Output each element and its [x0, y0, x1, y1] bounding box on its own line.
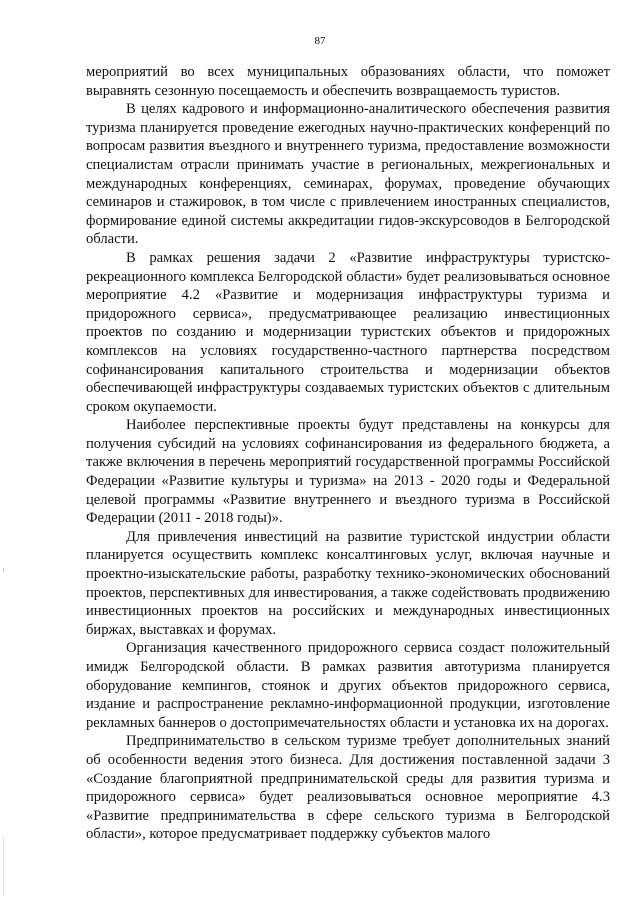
paragraph-promising-projects: Наиболее перспективные проекты будут представлены на конкурсы для получения субсидий на условиях софинансирования из федерального бюджета, а также включения в перечень мероприятий государственной программы Российской Федерации «Развитие культуры и туризма» на 2013 - 2020 годы и Федеральной целевой программы «Развитие внутреннего и въездного туризма в Российской Федерации (2011 - 2018 годы)».	[86, 417, 610, 527]
paragraph-roadside-service: Организация качественного придорожного сервиса создаст положительный имидж Белгородской области. В рамках развития автотуризма планируется оборудование кемпингов, стоянок и других объектов придорожного сервиса, издание и распространение рекламно-информационной продукции, изготовление рекламных баннеров о достопримечательностях области и установка их на дорогах.	[86, 640, 610, 731]
scan-margin-mark	[3, 836, 4, 896]
paragraph-investment-attraction: Для привлечения инвестиций на развитие туристской индустрии области планируется осуществить комплекс консалтинговых услуг, включая научные и проектно-изыскательские работы, разработку технико-экономических обоснований проектов, перспективных для инвестирования, а также содействовать продвижению инвестиционных проектов на российских и международных инвестиционных биржах, выставках и форумах.	[86, 528, 610, 638]
paragraph-staff-support: В целях кадрового и информационно-аналитического обеспечения развития туризма планируется проведение ежегодных научно-практических конференций по вопросам развития въездного и внутреннего туризма, предоставление возможности специалистам отрасли принимать участие в региональных, межрегиональных и международных конференциях, семинарах, форумах, проведение обучающих семинаров и стажировок, в том числе с привлечением иностранных специалистов, формирование единой системы аккредитации гидов-экскурсоводов в Белгородской области.	[86, 101, 610, 248]
scan-margin-mark	[3, 568, 4, 572]
paragraph-rural-tourism: Предпринимательство в сельском туризме требует дополнительных знаний об особенности ведения этого бизнеса. Для достижения поставленной задачи 3 «Создание благоприятной предпринимательской среды для развития туризма и придорожного сервиса» будет реализовываться основное мероприятие 4.3 «Развитие предпринимательства в сфере сельского туризма в Белгородской области», которое предусматривает поддержку субъектов малого	[86, 733, 610, 843]
page-number: 87	[314, 35, 326, 47]
document-body	[86, 63, 610, 844]
paragraph-continuation: мероприятий во всех муниципальных образованиях области, что поможет выравнять сезонную посещаемость и обеспечить возвращаемость туристов.	[86, 64, 610, 99]
paragraph-task-2-infrastructure: В рамках решения задачи 2 «Развитие инфраструктуры туристско-рекреационного комплекса Белгородской области» будет реализовываться основное мероприятие 4.2 «Развитие и модернизация инфраструктуры туризма и придорожного сервиса», предусматривающее реализацию инвестиционных проектов по созданию и модернизации туристских объектов и придорожных комплексов на условиях государственно-частного партнерства посредством софинансирования капитального строительства и модернизации объектов обеспечивающей инфраструктуры создаваемых туристских объектов с длительным сроком окупаемости.	[86, 249, 610, 415]
